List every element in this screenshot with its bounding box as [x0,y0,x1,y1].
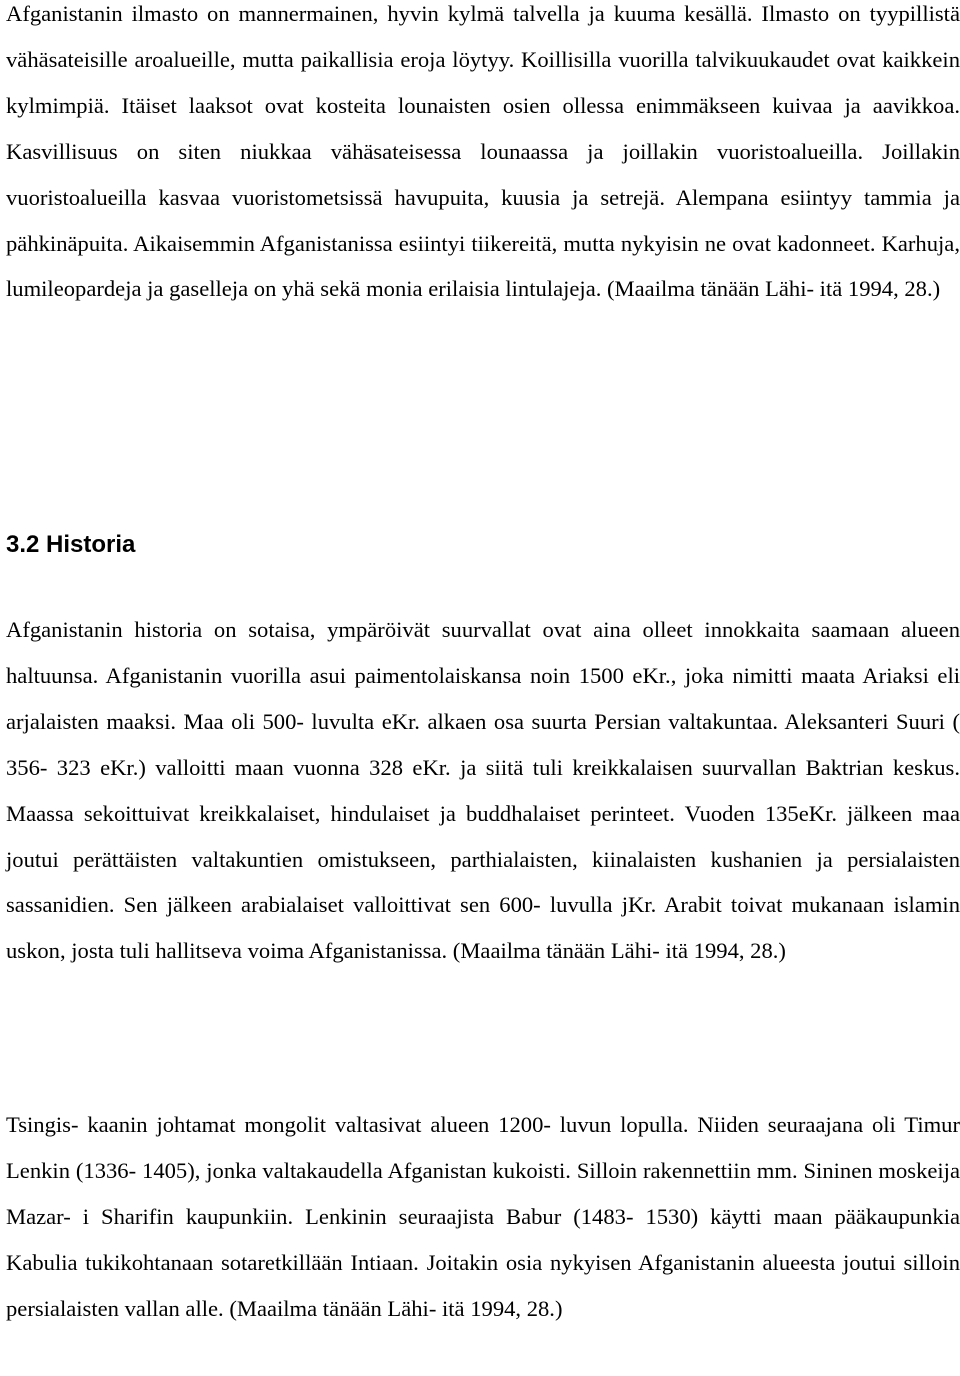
section-heading-historia: 3.2 Historia [6,531,136,558]
paragraph-history: Afganistanin historia on sotaisa, ympäröivät suurvallat ovat aina olleet innokkaita saamaan alueen haltuunsa. Afganistanin vuorilla asui paimentolaiskansa noin 1500 eKr., joka nimitti maata Ariaksi eli arjalaisten maaksi. Maa oli 500- luvulta eKr. alkaen osa suurta Persian valtakuntaa. Aleksanteri Suuri ( 356- 323 eKr.) valloitti maan vuonna 328 eKr. ja siitä tuli kreikkalaisen suurvallan Baktrian keskus. Maassa sekoittuivat kreikkalaiset, hindulaiset ja buddhalaiset perinteet. Vuoden 135eKr. jälkeen maa joutui perättäisten valtakuntien omistukseen, parthialaisten, kiinalaisten kushanien ja persialaisten sassanidien. Sen jälkeen arabialaiset valloittivat sen 600- luvulla jKr. Arabit toivat mukanaan islamin uskon, josta tuli hallitseva voima Afganistanissa. (Maailma tänään Lähi- itä 1994, 28.) [6,617,960,964]
paragraph-mongols: Tsingis- kaanin johtamat mongolit valtasivat alueen 1200- luvun lopulla. Niiden seuraajana oli Timur Lenkin (1336- 1405), jonka valtakaudella Afganistan kukoisti. Silloin rakennettiin mm. Sininen moskeija Mazar- i Sharifin kaupunkiin. Lenkinin seuraajista Babur (1483- 1530) käytti maan pääkaupunkia Kabulia tukikohtanaan sotaretkillään Intiaan. Joitakin osia nykyisen Afganistanin alueesta joutui silloin persialaisten vallan alle. (Maailma tänään Lähi- itä 1994, 28.) [6,1112,960,1321]
paragraph-climate: Afganistanin ilmasto on mannermainen, hyvin kylmä talvella ja kuuma kesällä. Ilmasto on tyypillistä vähäsateisille aroalueille, mutta paikallisia eroja löytyy. Koillisilla vuorilla talvikuukaudet ovat kaikkein kylmimpiä. Itäiset laaksot ovat kosteita lounaisten osien ollessa enimmäkseen kuivaa ja aavikkoa. Kasvillisuus on siten niukkaa vähäsateisessa lounaassa ja joillakin vuoristoalueilla. Joillakin vuoristoalueilla kasvaa vuoristometsissä havupuita, kuusia ja setrejä. Alempana esiintyy tammia ja pähkinäpuita. Aikaisemmin Afganistanissa esiintyi tiikereitä, mutta nykyisin ne ovat kadonneet. Karhuja, lumileopardeja ja gaselleja on yhä sekä monia erilaisia lintulajeja. (Maailma tänään Lähi- itä 1994, 28.) [6,1,960,302]
